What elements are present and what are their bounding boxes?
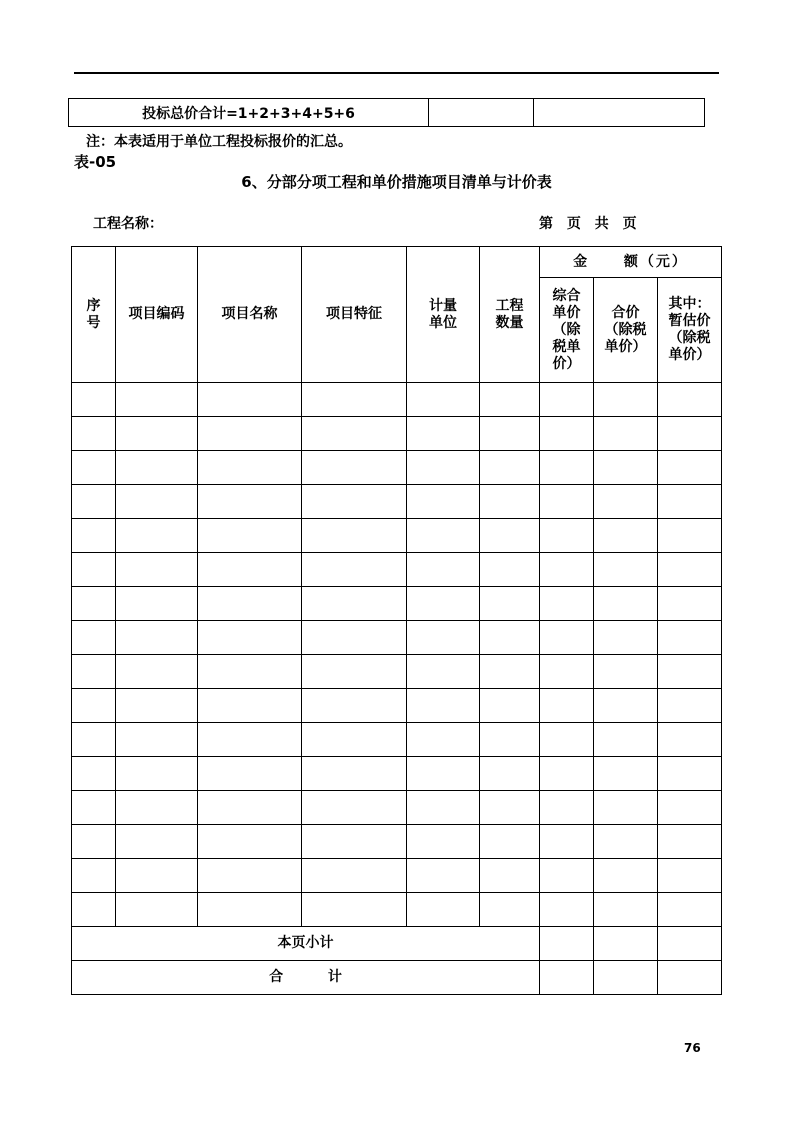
- subtotal-row: [72, 927, 722, 961]
- page-title: 6、分部分项工程和单价措施项目清单与计价表: [241, 173, 552, 191]
- table-row: [72, 893, 722, 927]
- table-row: [72, 451, 722, 485]
- page-number: 76: [684, 1041, 701, 1055]
- bid-total-value-2: [534, 99, 705, 127]
- subtotal-provisional: [658, 927, 722, 961]
- pricing-table: [71, 246, 722, 995]
- total-row: [72, 961, 722, 995]
- table-row: [72, 791, 722, 825]
- total-provisional: [658, 961, 722, 995]
- header-rule: [74, 72, 719, 74]
- header-unit: 计量单位: [407, 247, 480, 383]
- subtotal-unit-price: [540, 927, 594, 961]
- table-row: [72, 655, 722, 689]
- table-row: [72, 485, 722, 519]
- header-total-price: 合价（除税单价）: [594, 278, 658, 383]
- bid-total-table: [68, 98, 705, 127]
- bid-total-label: 投标总价合计=1+2+3+4+5+6: [69, 99, 429, 127]
- table-row: [72, 689, 722, 723]
- table-row: [72, 723, 722, 757]
- header-seq: 序号: [72, 247, 116, 383]
- table-row: [72, 553, 722, 587]
- header-amount-group: 金 额（元）: [540, 247, 722, 278]
- total-unit-price: [540, 961, 594, 995]
- total-label: 合 计: [72, 961, 540, 995]
- header-quantity: 工程数量: [480, 247, 540, 383]
- header-unit-price: 综合单价（除税单价）: [540, 278, 594, 383]
- table-row: [72, 621, 722, 655]
- table-row: [72, 825, 722, 859]
- subtotal-label: 本页小计: [72, 927, 540, 961]
- subtotal-total-price: [594, 927, 658, 961]
- header-code: 项目编码: [116, 247, 198, 383]
- header-feature: 项目特征: [302, 247, 407, 383]
- table-row: [72, 383, 722, 417]
- header-provisional: 其中：暂估价（除税单价）: [658, 278, 722, 383]
- table-row: [72, 587, 722, 621]
- project-name-label: 工程名称：: [93, 216, 163, 232]
- table-row: [72, 417, 722, 451]
- bid-total-value-1: [429, 99, 534, 127]
- total-total-price: [594, 961, 658, 995]
- table-row: [72, 859, 722, 893]
- table-row: [72, 757, 722, 791]
- header-name: 项目名称: [198, 247, 302, 383]
- page-info: 第 页 共 页: [539, 216, 637, 232]
- table-id: 表-05: [74, 153, 117, 171]
- table-note: 注：本表适用于单位工程投标报价的汇总。: [86, 134, 352, 150]
- table-row: [72, 519, 722, 553]
